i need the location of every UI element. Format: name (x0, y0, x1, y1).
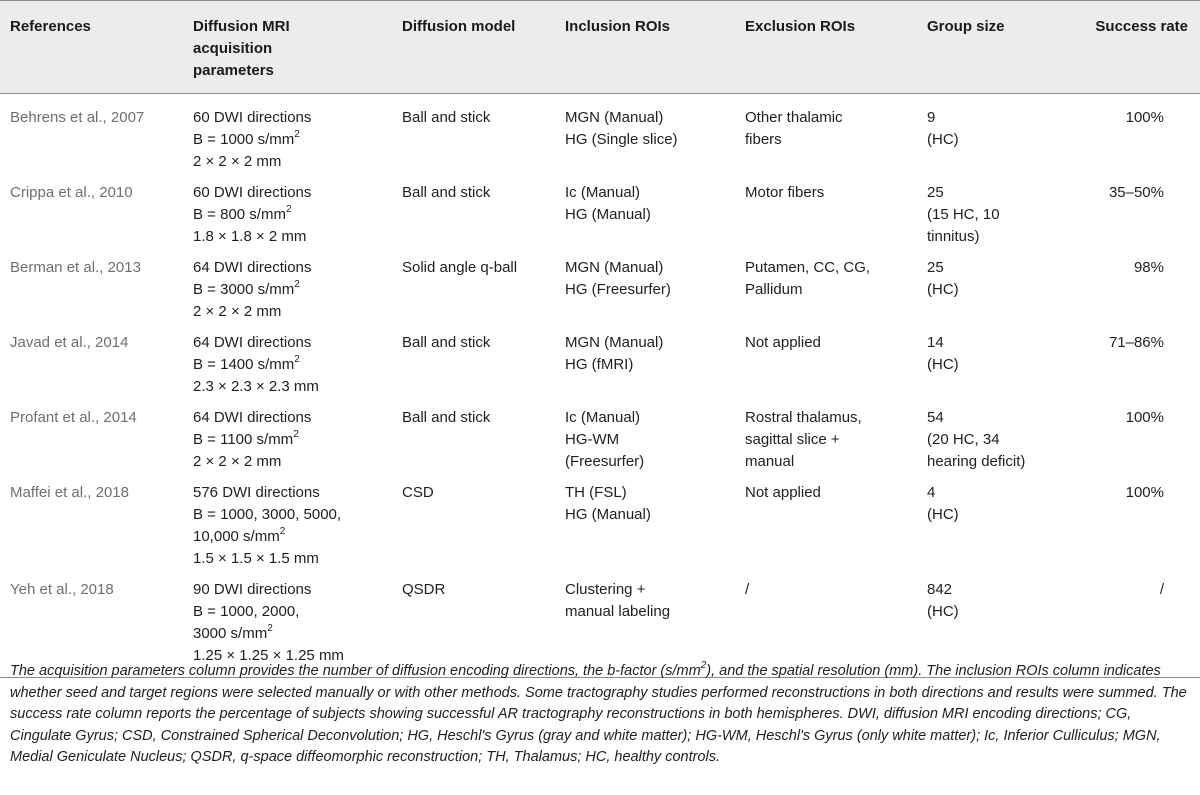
acquisition-line (193, 257, 388, 279)
table-row (0, 177, 1200, 252)
group-line (927, 451, 1075, 473)
acquisition-line (193, 601, 388, 623)
cell-group-size (917, 177, 1079, 252)
table-body (0, 94, 1200, 678)
group-line (927, 407, 1075, 429)
acquisition-line-text: 2.3 × 2.3 × 2.3 mm (193, 378, 319, 395)
group-line-text: (15 HC, 10 (927, 206, 1000, 223)
cell-model: Ball and stick (402, 184, 491, 201)
inclusion-line-text: HG (Single slice) (565, 131, 678, 148)
inclusion-line (565, 107, 731, 129)
acquisition-line (193, 407, 388, 429)
inclusion-line (565, 601, 731, 623)
group-line (927, 182, 1075, 204)
group-line (927, 579, 1075, 601)
acquisition-line-text: B = 1400 s/mm (193, 356, 295, 373)
cell-exclusion (735, 327, 917, 402)
acquisition-line-text: 3000 s/mm (193, 625, 268, 642)
exclusion-line (745, 257, 913, 279)
header-acquisition-label: Diffusion MRI acquisition parameters (193, 18, 290, 79)
cell-reference: Javad et al., 2014 (10, 334, 129, 351)
group-line (927, 354, 1075, 376)
inclusion-line-text: Ic (Manual) (565, 184, 641, 201)
inclusion-line-text: TH (FSL) (565, 484, 627, 501)
inclusion-line-text: MGN (Manual) (565, 259, 664, 276)
acquisition-line-text: 1.8 × 1.8 × 2 mm (193, 228, 307, 245)
inclusion-line-text: HG (Freesurfer) (565, 281, 671, 298)
acquisition-line (193, 301, 388, 323)
cell-acquisition (183, 94, 392, 178)
cell-acquisition (183, 327, 392, 402)
cell-success-rate: 100% (1125, 484, 1164, 501)
group-line-text: tinnitus) (927, 228, 980, 245)
cell-group-size (917, 252, 1079, 327)
acquisition-line (193, 151, 388, 173)
acquisition-line-text: 64 DWI directions (193, 409, 312, 426)
group-line-text: 54 (927, 409, 944, 426)
exclusion-line-text: manual (745, 453, 795, 470)
header-references: References (10, 18, 91, 35)
header-row (0, 1, 1200, 94)
inclusion-line-text: HG-WM (565, 431, 620, 448)
exclusion-line-text: Rostral thalamus, (745, 409, 862, 426)
acquisition-line-text: 60 DWI directions (193, 109, 312, 126)
cell-success-rate: 100% (1125, 109, 1164, 126)
footnote-part1: The acquisition parameters column provides the number of diffusion encoding directions, the b-factor (s/mm (10, 663, 701, 679)
inclusion-line-text: Ic (Manual) (565, 409, 641, 426)
exclusion-line (745, 182, 913, 204)
exclusion-line-text: Putamen, CC, CG, (745, 259, 871, 276)
cell-exclusion (735, 252, 917, 327)
acquisition-line (193, 226, 388, 248)
group-line-text: 25 (927, 259, 944, 276)
acquisition-line (193, 279, 388, 301)
inclusion-line (565, 129, 731, 151)
cell-acquisition (183, 252, 392, 327)
exclusion-line (745, 451, 913, 473)
inclusion-line (565, 182, 731, 204)
acquisition-line (193, 129, 388, 151)
acquisition-line (193, 107, 388, 129)
unit-superscript: 2 (294, 129, 300, 140)
cell-inclusion (555, 252, 735, 327)
cell-inclusion (555, 177, 735, 252)
exclusion-line (745, 332, 913, 354)
footnote-part2: ), and the spatial resolution (mm). The inclusion ROIs column indicates whether seed and target regions were selected manually or with other methods. Some tractography studies performed reconstructions in both directions and results were summed. The success rate column reports the percentage of subjects showing successful AR tractography reconstructions in both hemispheres. DWI, diffusion MRI encoding directions; CG, Cingulate Gyrus; CSD, Constrained Spherical Deconvolution; HG, Heschl's Gyrus (gray and white matter); HG-WM, Heschl's Gyrus (only white matter); Ic, Inferior Culliculus; MGN, Medial Geniculate Nucleus; QSDR, q-space diffeomorphic reconstruction; TH, Thalamus; HC, healthy controls. (10, 663, 1187, 765)
unit-superscript: 2 (267, 623, 273, 634)
cell-inclusion (555, 94, 735, 178)
acquisition-line-text: B = 1000 s/mm (193, 131, 295, 148)
unit-superscript: 2 (293, 429, 299, 440)
exclusion-line (745, 482, 913, 504)
acquisition-line (193, 429, 388, 451)
inclusion-line-text: MGN (Manual) (565, 109, 664, 126)
cell-success-rate: 35–50% (1108, 184, 1164, 201)
group-line (927, 129, 1075, 151)
inclusion-line (565, 279, 731, 301)
inclusion-line (565, 204, 731, 226)
inclusion-line (565, 354, 731, 376)
inclusion-line (565, 332, 731, 354)
cell-model: QSDR (402, 581, 446, 598)
acquisition-line-text: 64 DWI directions (193, 334, 312, 351)
header-group-size: Group size (927, 18, 1005, 35)
cell-model: Ball and stick (402, 409, 491, 426)
acquisition-line-text: B = 1100 s/mm (193, 431, 294, 448)
acquisition-line (193, 451, 388, 473)
inclusion-line-text: HG (Manual) (565, 506, 651, 523)
acquisition-line-text: B = 800 s/mm (193, 206, 286, 223)
acquisition-line (193, 482, 388, 504)
cell-success-rate: 100% (1125, 409, 1164, 426)
unit-superscript: 2 (294, 279, 300, 290)
header-inclusion: Inclusion ROIs (565, 18, 671, 35)
exclusion-line (745, 579, 913, 601)
acquisition-line (193, 204, 388, 226)
cell-reference: Behrens et al., 2007 (10, 109, 145, 126)
group-line-text: hearing deficit) (927, 453, 1026, 470)
cell-reference: Berman et al., 2013 (10, 259, 141, 276)
group-line-text: 4 (927, 484, 936, 501)
group-line-text: 9 (927, 109, 936, 126)
header-model: Diffusion model (402, 18, 516, 35)
header-success-rate: Success rate (1095, 18, 1188, 35)
cell-model: Ball and stick (402, 109, 491, 126)
group-line (927, 332, 1075, 354)
table-footnote (10, 661, 1190, 769)
cell-model: CSD (402, 484, 434, 501)
group-line (927, 482, 1075, 504)
exclusion-line (745, 129, 913, 151)
cell-acquisition (183, 402, 392, 477)
inclusion-line-text: HG (fMRI) (565, 356, 634, 373)
group-line (927, 257, 1075, 279)
acquisition-line-text: 60 DWI directions (193, 184, 312, 201)
group-line (927, 279, 1075, 301)
acquisition-line-text: 64 DWI directions (193, 259, 312, 276)
cell-success-rate: / (1159, 581, 1164, 598)
exclusion-line-text: Not applied (745, 334, 821, 351)
table-row (0, 252, 1200, 327)
acquisition-line (193, 623, 388, 645)
exclusion-line-text: Other thalamic (745, 109, 843, 126)
exclusion-line-text: Not applied (745, 484, 821, 501)
acquisition-line (193, 376, 388, 398)
exclusion-line-text: Pallidum (745, 281, 803, 298)
group-line-text: (HC) (927, 356, 959, 373)
exclusion-line-text: sagittal slice + (745, 431, 840, 448)
cell-group-size (917, 477, 1079, 574)
inclusion-line (565, 257, 731, 279)
inclusion-line-text: Clustering + (565, 581, 646, 598)
group-line (927, 204, 1075, 226)
cell-model: Solid angle q-ball (402, 259, 518, 276)
exclusion-line (745, 429, 913, 451)
acquisition-line-text: 576 DWI directions (193, 484, 320, 501)
cell-acquisition (183, 177, 392, 252)
acquisition-line (193, 182, 388, 204)
footnote-superscript: 2 (700, 660, 707, 672)
exclusion-line-text: fibers (745, 131, 782, 148)
acquisition-line-text: 90 DWI directions (193, 581, 312, 598)
group-line-text: (HC) (927, 131, 959, 148)
exclusion-line-text: / (745, 581, 750, 598)
inclusion-line-text: MGN (Manual) (565, 334, 664, 351)
inclusion-line (565, 451, 731, 473)
cell-reference: Maffei et al., 2018 (10, 484, 129, 501)
acquisition-line (193, 504, 388, 526)
cell-exclusion (735, 477, 917, 574)
header-exclusion: Exclusion ROIs (745, 18, 856, 35)
table-row (0, 94, 1200, 178)
inclusion-line (565, 429, 731, 451)
group-line (927, 601, 1075, 623)
exclusion-line (745, 407, 913, 429)
acquisition-line-text: B = 1000, 3000, 5000, (193, 506, 342, 523)
inclusion-line (565, 407, 731, 429)
table-row (0, 402, 1200, 477)
cell-success-rate: 71–86% (1108, 334, 1164, 351)
cell-group-size (917, 327, 1079, 402)
cell-reference: Profant et al., 2014 (10, 409, 137, 426)
cell-exclusion (735, 402, 917, 477)
header-acquisition (183, 1, 392, 94)
cell-exclusion (735, 177, 917, 252)
inclusion-line (565, 504, 731, 526)
cell-inclusion (555, 402, 735, 477)
acquisition-line (193, 579, 388, 601)
acquisition-line-text: 2 × 2 × 2 mm (193, 153, 282, 170)
cell-group-size (917, 94, 1079, 178)
acquisition-line-text: 1.25 × 1.25 × 1.25 mm (193, 647, 344, 664)
group-line (927, 226, 1075, 248)
acquisition-line-text: B = 3000 s/mm (193, 281, 295, 298)
table-header (0, 1, 1200, 94)
cell-reference: Crippa et al., 2010 (10, 184, 133, 201)
exclusion-line-text: Motor fibers (745, 184, 825, 201)
group-line-text: (HC) (927, 506, 959, 523)
cell-exclusion (735, 94, 917, 178)
acquisition-line-text: 1.5 × 1.5 × 1.5 mm (193, 550, 319, 567)
acquisition-line-text: B = 1000, 2000, (193, 603, 300, 620)
acquisition-line (193, 354, 388, 376)
inclusion-line-text: (Freesurfer) (565, 453, 645, 470)
acquisition-line (193, 526, 388, 548)
group-line-text: (HC) (927, 603, 959, 620)
table-row (0, 477, 1200, 574)
inclusion-line-text: manual labeling (565, 603, 671, 620)
cell-group-size (917, 402, 1079, 477)
cell-inclusion (555, 477, 735, 574)
acquisition-line-text: 2 × 2 × 2 mm (193, 303, 282, 320)
group-line (927, 107, 1075, 129)
inclusion-line (565, 482, 731, 504)
cell-success-rate: 98% (1133, 259, 1164, 276)
inclusion-line-text: HG (Manual) (565, 206, 651, 223)
group-line (927, 504, 1075, 526)
group-line-text: 842 (927, 581, 953, 598)
unit-superscript: 2 (279, 526, 286, 537)
acquisition-line (193, 548, 388, 570)
group-line-text: 25 (927, 184, 944, 201)
acquisition-line-text: 2 × 2 × 2 mm (193, 453, 282, 470)
group-line (927, 429, 1075, 451)
acquisition-line-text: 10,000 s/mm (193, 528, 280, 545)
exclusion-line (745, 107, 913, 129)
cell-inclusion (555, 327, 735, 402)
cell-reference: Yeh et al., 2018 (10, 581, 114, 598)
group-line-text: (20 HC, 34 (927, 431, 1000, 448)
table-row (0, 327, 1200, 402)
acquisition-line (193, 332, 388, 354)
exclusion-line (745, 279, 913, 301)
cell-acquisition (183, 477, 392, 574)
group-line-text: (HC) (927, 281, 959, 298)
unit-superscript: 2 (294, 354, 300, 365)
group-line-text: 14 (927, 334, 944, 351)
cell-model: Ball and stick (402, 334, 491, 351)
unit-superscript: 2 (285, 204, 292, 215)
inclusion-line (565, 579, 731, 601)
